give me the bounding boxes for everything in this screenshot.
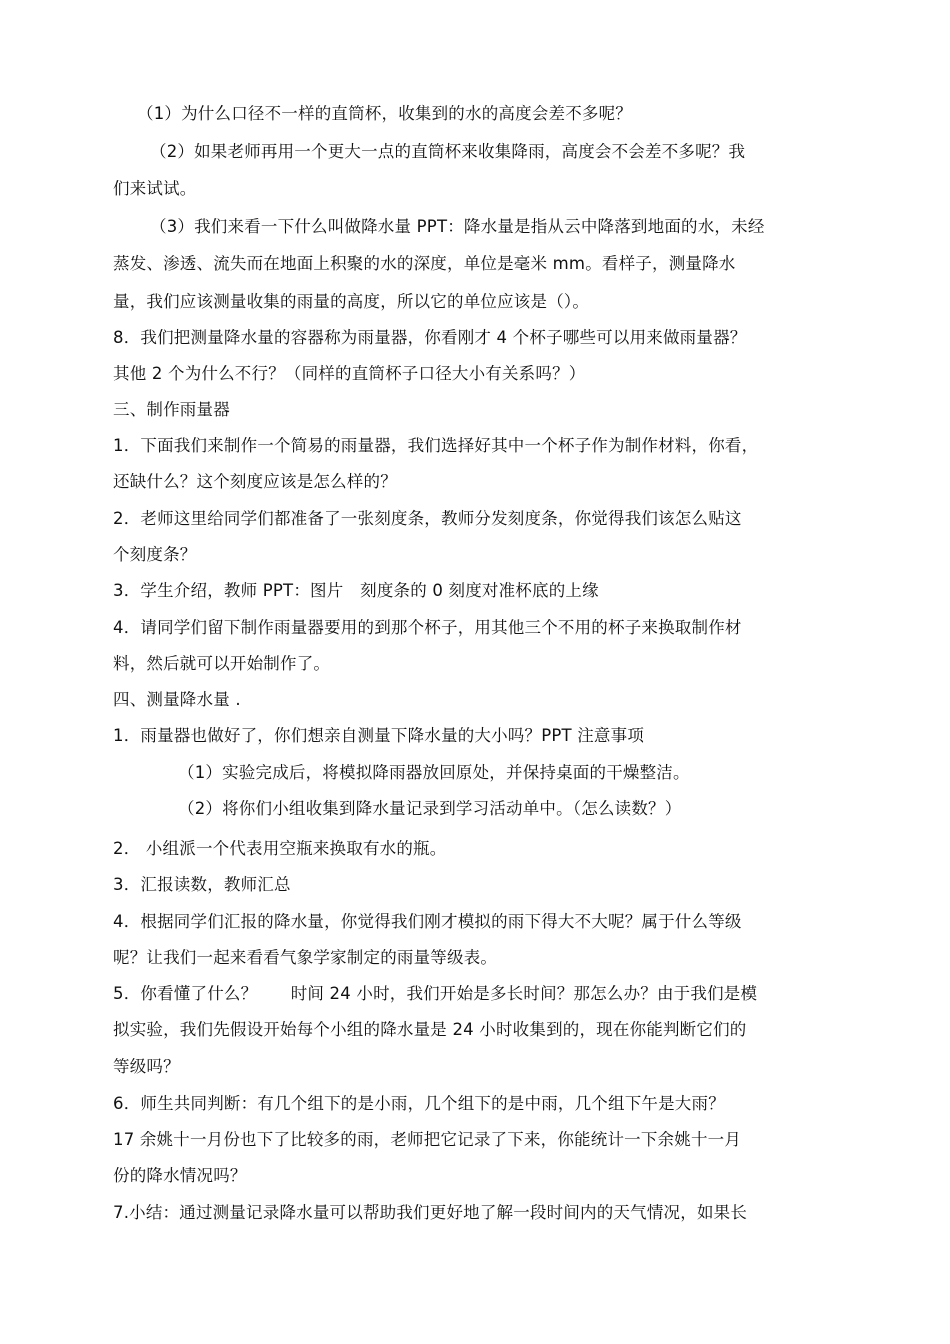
text-line: 6．师生共同判断：有几个组下的是小雨，几个组下的是中雨，几个组下午是大雨？ [113,1094,725,1113]
text-line: （2）将你们小组收集到降水量记录到学习活动单中。（怎么读数？） [178,799,682,818]
text-line: 们来试试。 [113,179,197,198]
text-line: （1）实验完成后，将模拟降雨器放回原处，并保持桌面的干燥整洁。 [178,763,690,782]
text-line: 蒸发、渗透、流失而在地面上积聚的水的深度，单位是毫米 mm。看样子，测量降水 [113,254,736,273]
section-heading: 四、测量降水量 . [113,690,241,709]
text-line: （3）我们来看一下什么叫做降水量 PPT：降水量是指从云中降落到地面的水，未经 [150,217,765,236]
section-heading: 三、制作雨量器 [113,400,230,419]
text-line: 5．你看懂了什么？ 时间 24 小时，我们开始是多长时间？那怎么办？由于我们是模 [113,984,758,1003]
text-line: 份的降水情况吗？ [113,1166,247,1185]
text-line: 拟实验，我们先假设开始每个小组的降水量是 24 小时收集到的，现在你能判断它们的 [113,1020,747,1039]
text-line: 其他 2 个为什么不行？（同样的直筒杯子口径大小有关系吗？） [113,364,586,383]
text-line: 呢？让我们一起来看看气象学家制定的雨量等级表。 [113,948,498,967]
text-line: 4．请同学们留下制作雨量器要用的到那个杯子，用其他三个不用的杯子来换取制作材 [113,618,742,637]
text-line: 7.小结：通过测量记录降水量可以帮助我们更好地了解一段时间内的天气情况，如果长 [113,1203,748,1222]
text-line: 8．我们把测量降水量的容器称为雨量器，你看刚才 4 个杯子哪些可以用来做雨量器？ [113,328,747,347]
text-line: 1．下面我们来制作一个简易的雨量器，我们选择好其中一个杯子作为制作材料，你看， [113,436,759,455]
text-line: 4．根据同学们汇报的降水量，你觉得我们刚才模拟的雨下得大不大呢？属于什么等级 [113,912,742,931]
text-line: 17 余姚十一月份也下了比较多的雨，老师把它记录了下来，你能统计一下余姚十一月 [113,1130,742,1149]
text-line: 料，然后就可以开始制作了。 [113,654,331,673]
text-line: 个刻度条？ [113,545,197,564]
text-line: 3．学生介绍，教师 PPT：图片 刻度条的 0 刻度对准杯底的上缘 [113,581,599,600]
text-line: 2． 小组派一个代表用空瓶来换取有水的瓶。 [113,839,447,858]
text-line: 2．老师这里给同学们都准备了一张刻度条，教师分发刻度条，你觉得我们该怎么贴这 [113,509,742,528]
text-line: 量，我们应该测量收集的雨量的高度，所以它的单位应该是（）。 [113,292,590,311]
text-line: 等级吗？ [113,1057,180,1076]
text-line: 1．雨量器也做好了，你们想亲自测量下降水量的大小吗？PPT 注意事项 [113,726,645,745]
text-line: （1）为什么口径不一样的直筒杯，收集到的水的高度会差不多呢？ [137,104,632,123]
text-line: （2）如果老师再用一个更大一点的直筒杯来收集降雨，高度会不会差不多呢？我 [150,142,746,161]
text-line: 3．汇报读数，教师汇总 [113,875,291,894]
text-line: 还缺什么？这个刻度应该是怎么样的？ [113,472,397,491]
